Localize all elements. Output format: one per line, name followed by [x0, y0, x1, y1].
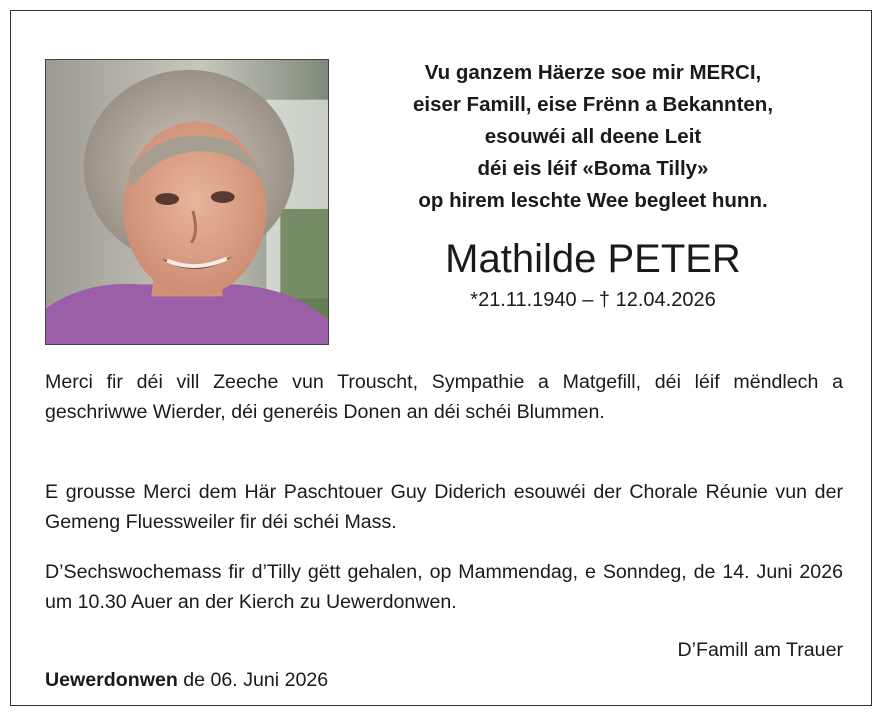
life-dates: *21.11.1940 – † 12.04.2026	[470, 289, 716, 311]
thanks-line: esouwéi all deene Leit	[484, 125, 702, 148]
paragraph-thanks-mass: E grousse Merci dem Här Paschtouer Guy Diderich esouwéi der Chorale Réunie vun der Gemeng Fluessweiler fir déi schéi Mass.	[45, 481, 843, 533]
thanks-line: op hirem leschte Wee begleet hunn.	[418, 189, 768, 212]
portrait-image	[46, 60, 328, 344]
paragraph-thanks-sympathy: Merci fir déi vill Zeeche vun Trouscht, Sympathie a Matgefill, déi léif mëndlech a geschriwwe Wierder, déi generéis Donen an déi schéi Blummen.	[45, 371, 843, 423]
deceased-name: Mathilde PETER	[445, 237, 741, 281]
thanks-line: eiser Famill, eise Frënn a Bekannten,	[412, 93, 774, 116]
place-name: Uewerdonwen	[45, 669, 178, 691]
date-text: de 06. Juni 2026	[177, 669, 329, 691]
portrait-photo	[45, 59, 329, 345]
paragraph-memorial-mass: D’Sechswochemass fir d’Tilly gëtt gehalen, op Mammendag, e Sonndeg, de 14. Juni 2026 um 10.30 Auer an der Kierch zu Uewerdonwen.	[45, 561, 843, 613]
obituary-card	[10, 10, 872, 706]
thanks-line: déi eis léif «Boma Tilly»	[477, 157, 709, 180]
thanks-message	[353, 57, 833, 217]
thanks-line: Vu ganzem Häerze soe mir MERCI,	[424, 61, 762, 84]
family-signature: D’Famill am Trauer	[677, 639, 843, 661]
place-date-line	[45, 665, 328, 695]
